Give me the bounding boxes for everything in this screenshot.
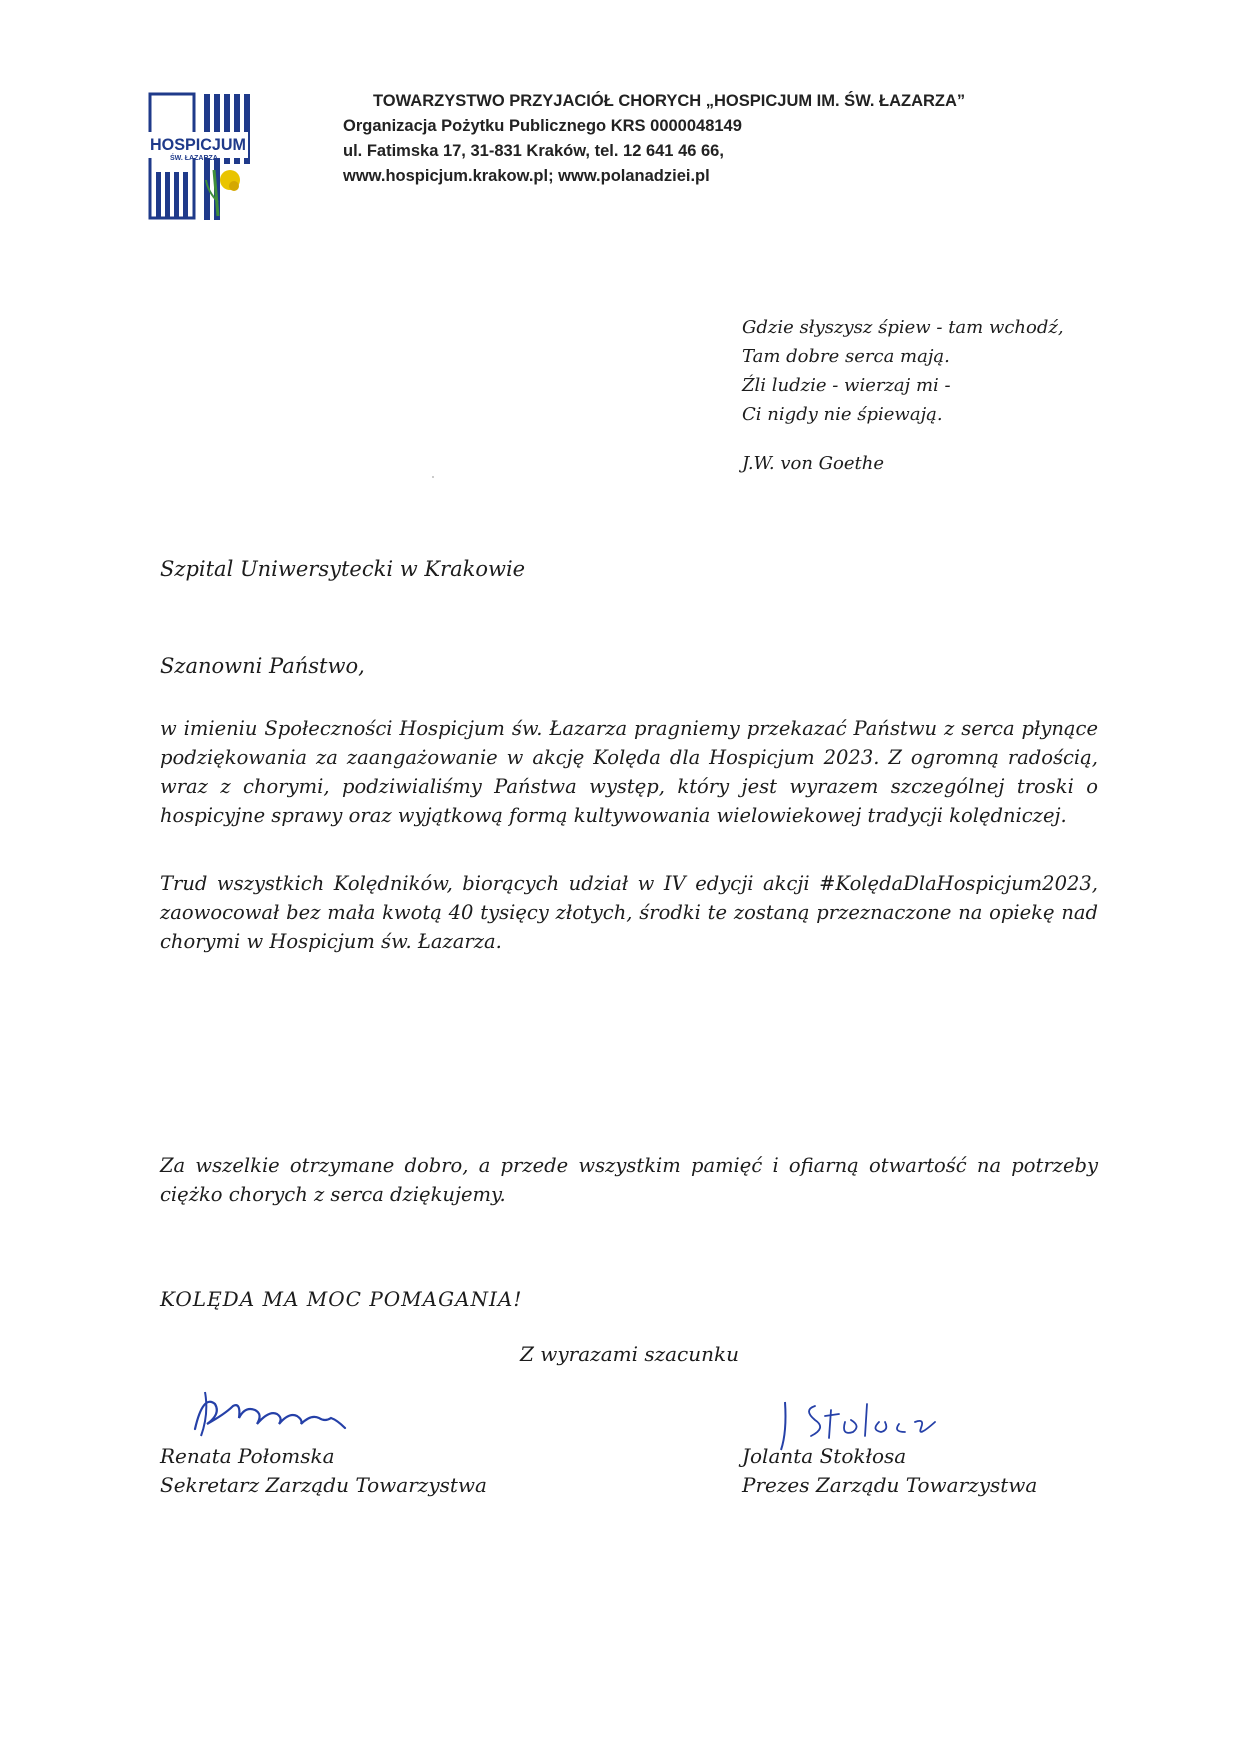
signature-left-image bbox=[185, 1384, 365, 1444]
poem-line: Ci nigdy nie śpiewają. bbox=[742, 404, 943, 425]
org-web: www.hospicjum.krakow.pl; www.polanadziei.pl bbox=[343, 167, 710, 185]
poem-line: Gdzie słyszysz śpiew - tam wchodź, bbox=[742, 317, 1064, 338]
poem-author: J.W. von Goethe bbox=[742, 453, 885, 474]
signer-title: Sekretarz Zarządu Towarzystwa bbox=[160, 1473, 487, 1497]
signature-right bbox=[742, 1442, 1037, 1500]
closing-phrase: Z wyrazami szacunku bbox=[520, 1342, 740, 1366]
signature-left bbox=[160, 1442, 487, 1500]
recipient: Szpital Uniwersytecki w Krakowie bbox=[160, 557, 526, 581]
slogan: KOLĘDA MA MOC POMAGANIA! bbox=[160, 1287, 523, 1311]
signer-title: Prezes Zarządu Towarzystwa bbox=[742, 1473, 1038, 1497]
signer-name: Jolanta Stokłosa bbox=[742, 1444, 907, 1468]
org-name: TOWARZYSTWO PRZYJACIÓŁ CHORYCH „HOSPICJUM IM. ŚW. ŁAZARZA” bbox=[373, 92, 966, 110]
poem-line: Tam dobre serca mają. bbox=[742, 346, 950, 367]
poem-quote bbox=[742, 313, 1102, 478]
logo-text: HOSPICJUM bbox=[150, 135, 246, 154]
logo-subtext: ŚW. ŁAZARZA bbox=[170, 155, 218, 162]
hospicjum-logo bbox=[148, 92, 254, 220]
scan-speck bbox=[432, 476, 434, 478]
org-krs: Organizacja Pożytku Publicznego KRS 0000048149 bbox=[343, 117, 742, 135]
signer-name: Renata Połomska bbox=[160, 1444, 335, 1468]
body-paragraph-3: Za wszelkie otrzymane dobro, a przede wszystkim pamięć i ofiarną otwartość na potrzeby ciężko chorych z serca dziękujemy. bbox=[160, 1154, 1098, 1206]
org-address: ul. Fatimska 17, 31-831 Kraków, tel. 12 641 46 66, bbox=[343, 142, 724, 160]
organization-header bbox=[343, 89, 1023, 189]
body-paragraph-1: w imieniu Społeczności Hospicjum św. Łazarza pragniemy przekazać Państwu z serca płynące podziękowania za zaangażowanie w akcję Kolęda dla Hospicjum 2023. Z ogromną radością, wraz z chorymi, podziwialiśmy Państwa występ, który jest wyrazem szczególnej troski o hospicyjne sprawy oraz wyjątkową formą kultywowania wielowiekowej tradycji kolędniczej. bbox=[160, 717, 1098, 827]
body-paragraph-2: Trud wszystkich Kolędników, biorących udział w IV edycji akcji #KolędaDlaHospicjum2023, zaowocował bez mała kwotą 40 tysięcy złotych, środki te zostaną przeznaczone na opiekę nad chorymi w Hospicjum św. Łazarza. bbox=[160, 872, 1098, 953]
salutation: Szanowni Państwo, bbox=[160, 654, 365, 678]
poem-line: Źli ludzie - wierzaj mi - bbox=[742, 375, 951, 396]
